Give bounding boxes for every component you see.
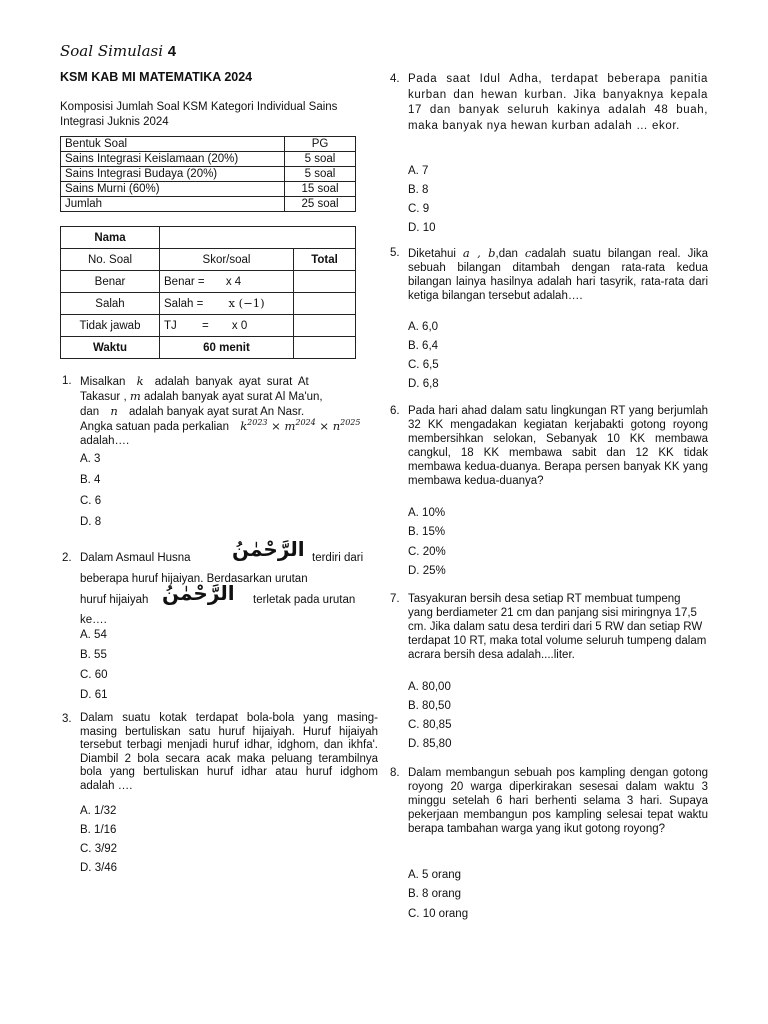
table-head-pg: PG	[285, 137, 356, 152]
exponent: 2025	[340, 418, 361, 428]
option-b[interactable]: B. 6,4	[408, 340, 439, 352]
table-cell: No. Soal	[61, 249, 160, 271]
option-a[interactable]: A. 5 orang	[408, 869, 462, 881]
option-c[interactable]: C. 20%	[408, 546, 446, 558]
text: Diketahui	[408, 248, 456, 260]
option-d[interactable]: D. 3/46	[80, 862, 118, 874]
table-cell	[294, 337, 356, 359]
table-cell	[160, 271, 294, 293]
script-title-number: 4	[167, 43, 177, 60]
question-number: 4.	[390, 73, 400, 85]
table-cell	[294, 315, 356, 337]
text: terletak pada urutan	[253, 594, 356, 606]
question-number: 6.	[390, 405, 400, 417]
question-number: 7.	[390, 593, 400, 605]
table-cell: Waktu	[61, 337, 160, 359]
table-head-bentuk: Bentuk Soal	[61, 137, 285, 152]
option-b[interactable]: B. 8	[408, 184, 429, 196]
math-var: k	[136, 374, 144, 388]
option-d[interactable]: D. 8	[80, 516, 102, 528]
option-c[interactable]: C. 6	[80, 495, 102, 507]
text-line: beberapa huruf hijaiyan. Berdasarkan urutan	[80, 573, 308, 585]
table-row	[61, 197, 356, 212]
option-a[interactable]: A. 6,0	[408, 321, 439, 333]
option-b[interactable]: B. 55	[80, 649, 107, 661]
math-var: c	[524, 246, 532, 260]
option-b[interactable]: B. 15%	[408, 526, 446, 538]
komposisi-text: Komposisi Jumlah Soal KSM Kategori Individual Sains Integrasi Juknis 2024	[60, 101, 338, 128]
text-line: ke….	[80, 614, 107, 626]
table-cell: 25 soal	[285, 197, 356, 212]
option-a[interactable]: A. 54	[80, 629, 107, 641]
question-number: 5.	[390, 247, 400, 259]
text-line: adalah….	[80, 435, 130, 447]
text: terdiri dari	[312, 552, 364, 564]
math-var: m	[129, 389, 141, 403]
composition-table	[60, 136, 356, 212]
script-title	[60, 44, 176, 59]
table-cell	[160, 293, 294, 315]
score-multiplier: x (−1)	[228, 296, 265, 310]
math-vars: a , b	[462, 246, 496, 260]
option-d[interactable]: D. 85,80	[408, 738, 452, 750]
question-text	[408, 246, 708, 303]
table-cell: Sains Murni (60%)	[61, 182, 285, 197]
table-cell: Total	[294, 249, 356, 271]
table-row	[61, 182, 356, 197]
option-c[interactable]: C. 9	[408, 203, 430, 215]
option-a[interactable]: A. 7	[408, 165, 429, 177]
table-row	[61, 315, 356, 337]
text: adalah banyak ayat surat At	[154, 376, 309, 388]
score-label: Benar =	[164, 275, 205, 288]
table-cell: 5 soal	[285, 152, 356, 167]
option-a[interactable]: A. 10%	[408, 507, 446, 519]
score-multiplier: x 0	[231, 319, 248, 332]
math-op: ×	[271, 419, 281, 433]
exponent: 2023	[247, 418, 268, 428]
table-cell-nama: Nama	[61, 227, 160, 249]
text: huruf hijaiyah	[80, 594, 149, 606]
option-b[interactable]: B. 4	[80, 474, 101, 486]
text: Takasur ,	[80, 391, 127, 403]
math-var: n	[332, 419, 341, 433]
question-6	[390, 404, 708, 577]
question-text: Dalam suatu kotak terdapat bola-bola yang masing-masing bertuliskan satu huruf hijaiyah. Huruf hijaiyah tersebut terbagi menjadi huruf idhar, idghom, dan ikhfa'. Diambil 2 bola secara acak maka peluang terambilnya bola yang bertuliskan huruf idhar atau huruf idghom adalah ….	[80, 712, 378, 792]
option-c[interactable]: C. 60	[80, 669, 108, 681]
table-row	[61, 167, 356, 182]
math-expression	[240, 419, 360, 433]
score-label: TJ	[164, 319, 177, 332]
table-row	[61, 293, 356, 315]
option-d[interactable]: D. 25%	[408, 565, 446, 577]
text: Jika sebuah bilangan ditambah dengan rata-rata kedua bilangan lainya hasilnya adalah hari tasyrik, rata-rata dari ketiga bilangan tersebut adalah….	[408, 248, 709, 302]
text-line	[80, 374, 378, 389]
question-2	[62, 537, 378, 701]
question-4	[390, 72, 708, 234]
table-row	[61, 337, 356, 359]
table-cell: Salah	[61, 293, 160, 315]
option-c[interactable]: C. 80,85	[408, 719, 452, 731]
question-number: 3.	[62, 713, 72, 725]
text: dan	[80, 406, 100, 418]
text: Angka satuan pada perkalian	[80, 421, 229, 433]
script-title-text: Soal Simulasi	[60, 42, 164, 60]
table-row	[61, 249, 356, 271]
question-1	[62, 374, 378, 528]
question-text	[80, 374, 378, 448]
option-a[interactable]: A. 1/32	[80, 805, 117, 817]
table-cell-nama-value	[160, 227, 356, 249]
option-b[interactable]: B. 8 orang	[408, 888, 462, 900]
page-title: KSM KAB MI MATEMATIKA 2024	[60, 70, 253, 84]
text: adalah banyak ayat surat Al Ma'un,	[143, 391, 323, 403]
arabic-ar-rahman: الرَّحْمٰنُ	[162, 581, 235, 605]
option-b[interactable]: B. 1/16	[80, 824, 117, 836]
table-cell	[294, 293, 356, 315]
option-a[interactable]: A. 3	[80, 453, 101, 465]
question-text: Pada saat Idul Adha, terdapat beberapa panitia kurban dan hewan kurban. Jika banyaknya kepala 17 dan banyak seluruh kakinya adalah 48 buah, maka banyak nya hewan kurban adalah … ekor.	[408, 73, 708, 132]
table-row	[61, 271, 356, 293]
text: ,dan	[495, 248, 518, 260]
option-d[interactable]: D. 6,8	[408, 378, 439, 390]
question-7	[390, 592, 708, 750]
table-cell: Skor/soal	[160, 249, 294, 271]
score-equals: =	[201, 319, 209, 332]
table-row	[61, 227, 356, 249]
question-text	[80, 537, 378, 627]
table-row	[61, 152, 356, 167]
score-table	[60, 226, 356, 359]
option-d[interactable]: D. 61	[80, 689, 108, 701]
score-multiplier: x 4	[225, 275, 242, 288]
table-cell: Tidak jawab	[61, 315, 160, 337]
text-line	[80, 419, 378, 434]
question-3	[62, 712, 378, 874]
option-c[interactable]: C. 10 orang	[408, 908, 469, 920]
table-cell	[294, 271, 356, 293]
text-line	[80, 389, 378, 404]
question-number: 8.	[390, 767, 400, 779]
text: Dalam Asmaul Husna	[80, 552, 191, 564]
math-op: ×	[319, 419, 330, 433]
option-c[interactable]: C. 3/92	[80, 843, 118, 855]
table-cell: Jumlah	[61, 197, 285, 212]
text-line	[80, 537, 378, 570]
arabic-ar-rahman: الرَّحْمٰنُ	[232, 537, 305, 561]
question-text: Pada hari ahad dalam satu lingkungan RT yang berjumlah 32 KK mengadakan kegiatan kerjabakti gotong royong membersihkan selokan, Sebanyak 10 KK membawa cangkul, 18 KK membawa sabit dan 12 KK tidak membawa kedua-duanya. Berapa persen banyak KK yang membawa kedua-duanya?	[408, 405, 708, 487]
table-cell: Sains Integrasi Budaya (20%)	[61, 167, 285, 182]
question-number: 1.	[62, 375, 72, 387]
table-header-row	[61, 137, 356, 152]
question-5	[390, 246, 709, 390]
text: Misalkan	[80, 376, 126, 388]
math-var: n	[110, 404, 118, 418]
option-c[interactable]: C. 6,5	[408, 359, 439, 371]
question-text: Dalam membangun sebuah pos kampling dengan gotong royong 20 warga diperkirakan sesesai dalam waktu 3 minggu setelah 6 hari berhenti selama 3 hari. Supaya pekerjaan membangun pos kampling selesai tepat waktu berapa tambahan warga yang ikut gotong royong?	[408, 767, 708, 835]
question-8	[390, 766, 708, 920]
question-number: 2.	[62, 552, 72, 564]
text: adalah banyak ayat surat An Nasr.	[129, 406, 305, 418]
table-cell: 60 menit	[160, 337, 294, 359]
exponent: 2024	[295, 418, 316, 428]
math-var: m	[284, 419, 296, 433]
table-cell	[160, 315, 294, 337]
text: adalah suatu bilangan real.	[531, 248, 681, 260]
score-label: Salah =	[164, 298, 204, 310]
table-cell: Benar	[61, 271, 160, 293]
question-text: Tasyakuran bersih desa setiap RT membuat tumpeng yang berdiameter 21 cm dan panjang sisi miringnya 17,5 cm. Jika dalam satu desa terdiri dari 5 RW dan setiap RW terdapat 10 RT, maka total volume seluruh tumpeng dalam acrara bersih desa adalah....liter.	[408, 593, 707, 661]
option-b[interactable]: B. 80,50	[408, 700, 451, 712]
table-cell: 15 soal	[285, 182, 356, 197]
option-d[interactable]: D. 10	[408, 222, 436, 234]
table-cell: 5 soal	[285, 167, 356, 182]
table-cell: Sains Integrasi Keislamaan (20%)	[61, 152, 285, 167]
option-a[interactable]: A. 80,00	[408, 681, 451, 693]
text-line	[80, 404, 378, 419]
text-line	[80, 581, 378, 617]
math-var: k	[240, 419, 248, 433]
